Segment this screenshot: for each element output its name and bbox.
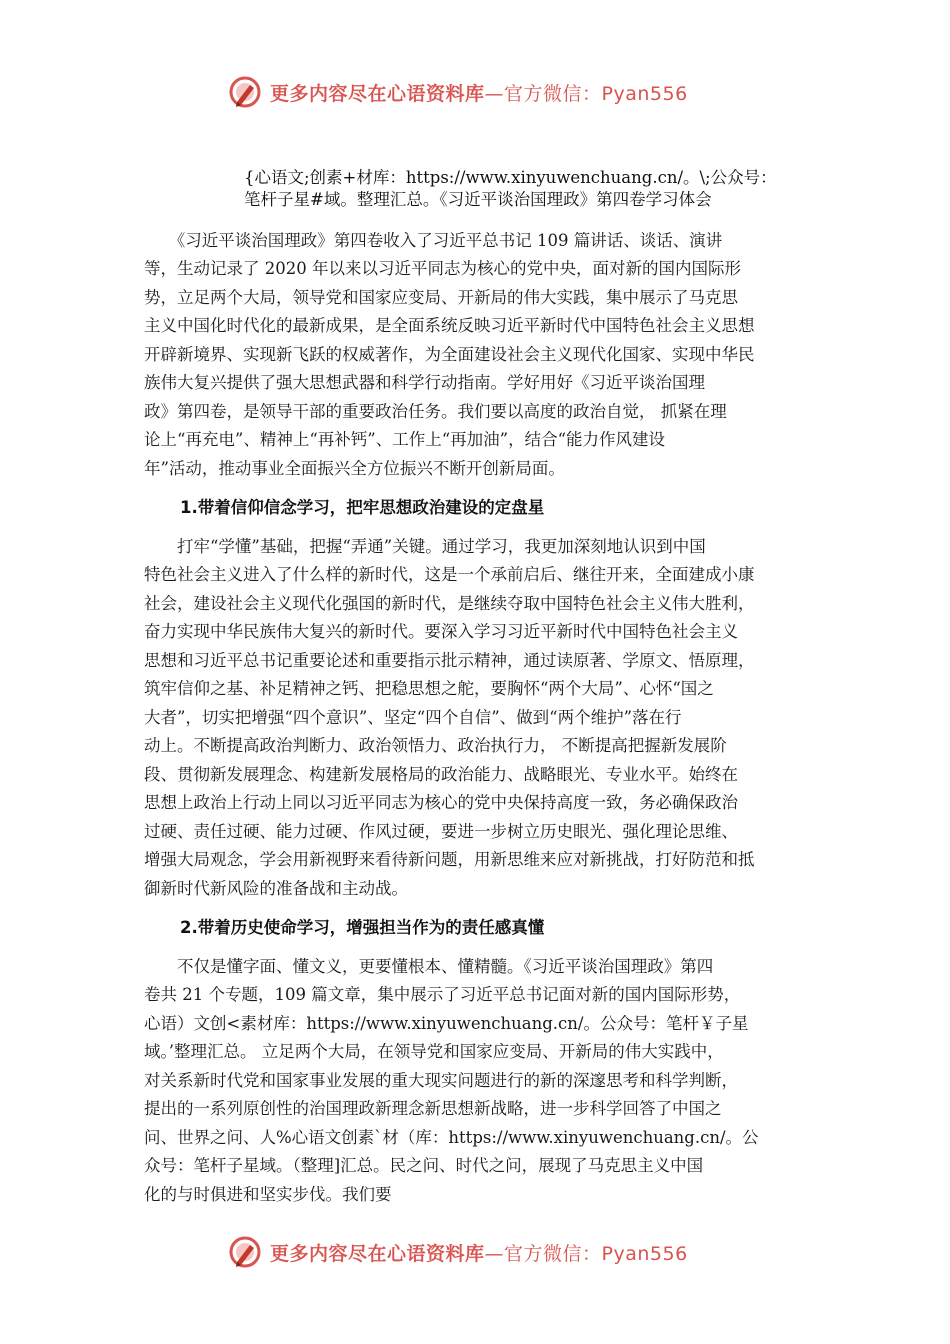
section-2-line: 提出的一系列原创性的治国理政新理念新思想新战略，进一步科学回答了中国之: [144, 1099, 722, 1118]
banner-text-main: 更多内容尽在心语资料库: [270, 1242, 485, 1265]
banner-text-main: 更多内容尽在心语资料库: [270, 82, 485, 105]
section-1-line: 御新时代新风险的准备战和主动战。: [144, 879, 408, 898]
intro-line: 等，生动记录了 2020 年以来以习近平同志为核心的党中央，面对新的国内国际形: [144, 259, 741, 278]
section-1-line: 打牢“学懂”基础，把握“弄通”关键。通过学习，我更加深刻地认识到中国: [144, 537, 706, 556]
section-1-line: 动上。不断提高政治判断力、政治领悟力、政治执行力， 不断提高把握新发展阶: [144, 736, 727, 755]
section-1-line: 大者”，切实把增强“四个意识”、坚定“四个自信”、做到“两个维护”落在行: [144, 708, 682, 727]
section-1-line: 思想上政治上行动上同以习近平同志为核心的党中央保持高度一致，务必确保政治: [144, 793, 738, 812]
pen-logo-icon: [228, 1235, 262, 1269]
banner-text: [270, 1239, 688, 1266]
section-1-line: 过硬、责任过硬、能力过硬、作风过硬，要进一步树立历史眼光、强化理论思维、: [144, 822, 738, 841]
section-1-line: 特色社会主义进入了什么样的新时代，这是一个承前启后、继往开来，全面建成小康: [144, 565, 755, 584]
top-banner: [228, 72, 728, 112]
section-2-heading: 2.带着历史使命学习，增强担当作为的责任感真懂: [180, 918, 545, 937]
section-2-line: 众号：笔杆子星域。（整理]汇总。民之问、时代之问，展现了马克思主义中国: [144, 1156, 704, 1175]
intro-line: 政》第四卷，是领导干部的重要政治任务。我们要以高度的政治自觉， 抓紧在理: [144, 402, 727, 421]
section-2-line: 卷共 21 个专题，109 篇文章，集中展示了习近平总书记面对新的国内国际形势，: [144, 985, 741, 1004]
intro-line: 《习近平谈治国理政》第四卷收入了习近平总书记 109 篇讲话、谈话、演讲: [144, 231, 723, 250]
intro-line: 论上“再充电”、精神上“再补钙”、工作上“再加油”，结合“能力作风建设: [144, 430, 666, 449]
intro-line: 主义中国化时代化的最新成果，是全面系统反映习近平新时代中国特色社会主义思想: [144, 316, 755, 335]
section-2-line: 对关系新时代党和国家事业发展的重大现实问题进行的新的深邃思考和科学判断，: [144, 1071, 738, 1090]
section-2-line: 不仅是懂字面、懂文义，更要懂根本、懂精髓。《习近平谈治国理政》第四: [144, 957, 714, 976]
section-1-line: 段、贯彻新发展理念、构建新发展格局的政治能力、战略眼光、专业水平。始终在: [144, 765, 738, 784]
banner-text-tail: —官方微信：Pyan556: [484, 82, 688, 105]
banner-text-tail: —官方微信：Pyan556: [484, 1242, 688, 1265]
section-2-line: 域。’整理汇总。 立足两个大局，在领导党和国家应变局、开新局的伟大实践中，: [144, 1042, 724, 1061]
doc-header-line-1: {心语文;创素+材库：https://www.xinyuwenchuang.cn/。\;公众号：: [244, 168, 777, 187]
intro-line: 开辟新境界、实现新飞跃的权威著作，为全面建设社会主义现代化国家、实现中华民: [144, 345, 755, 364]
section-1-line: 筑牢信仰之基、补足精神之钙、把稳思想之舵，要胸怀“两个大局”、心怀“国之: [144, 679, 714, 698]
section-1-line: 增强大局观念，学会用新视野来看待新问题，用新思维来应对新挑战，打好防范和抵: [144, 850, 755, 869]
section-1-line: 奋力实现中华民族伟大复兴的新时代。要深入学习习近平新时代中国特色社会主义: [144, 622, 738, 641]
section-1-line: 社会，建设社会主义现代化强国的新时代，是继续夺取中国特色社会主义伟大胜利，: [144, 594, 755, 613]
intro-line: 势，立足两个大局，领导党和国家应变局、开新局的伟大实践，集中展示了马克思: [144, 288, 738, 307]
intro-line: 年”活动，推动事业全面振兴全方位振兴不断开创新局面。: [144, 459, 565, 478]
intro-line: 族伟大复兴提供了强大思想武器和科学行动指南。学好用好《习近平谈治国理: [144, 373, 705, 392]
section-2-line: 心语）文创<素材库：https://www.xinyuwenchuang.cn/。公众号：笔杆￥子星: [144, 1014, 749, 1033]
section-2-line: 化的与时俱进和坚实步伐。我们要: [144, 1185, 392, 1204]
bottom-banner: [228, 1232, 728, 1272]
section-1-heading: 1.带着信仰信念学习，把牢思想政治建设的定盘星: [180, 498, 545, 517]
pen-logo-icon: [228, 75, 262, 109]
banner-text: [270, 79, 688, 106]
doc-header-line-2: 笔杆子星#域。整理汇总。《习近平谈治国理政》第四卷学习体会: [244, 190, 712, 209]
section-2-line: 问、世界之问、人%心语文创素`材（库：https://www.xinyuwenchuang.cn/。公: [144, 1128, 759, 1147]
section-1-line: 思想和习近平总书记重要论述和重要指示批示精神，通过读原著、学原文、悟原理，: [144, 651, 755, 670]
